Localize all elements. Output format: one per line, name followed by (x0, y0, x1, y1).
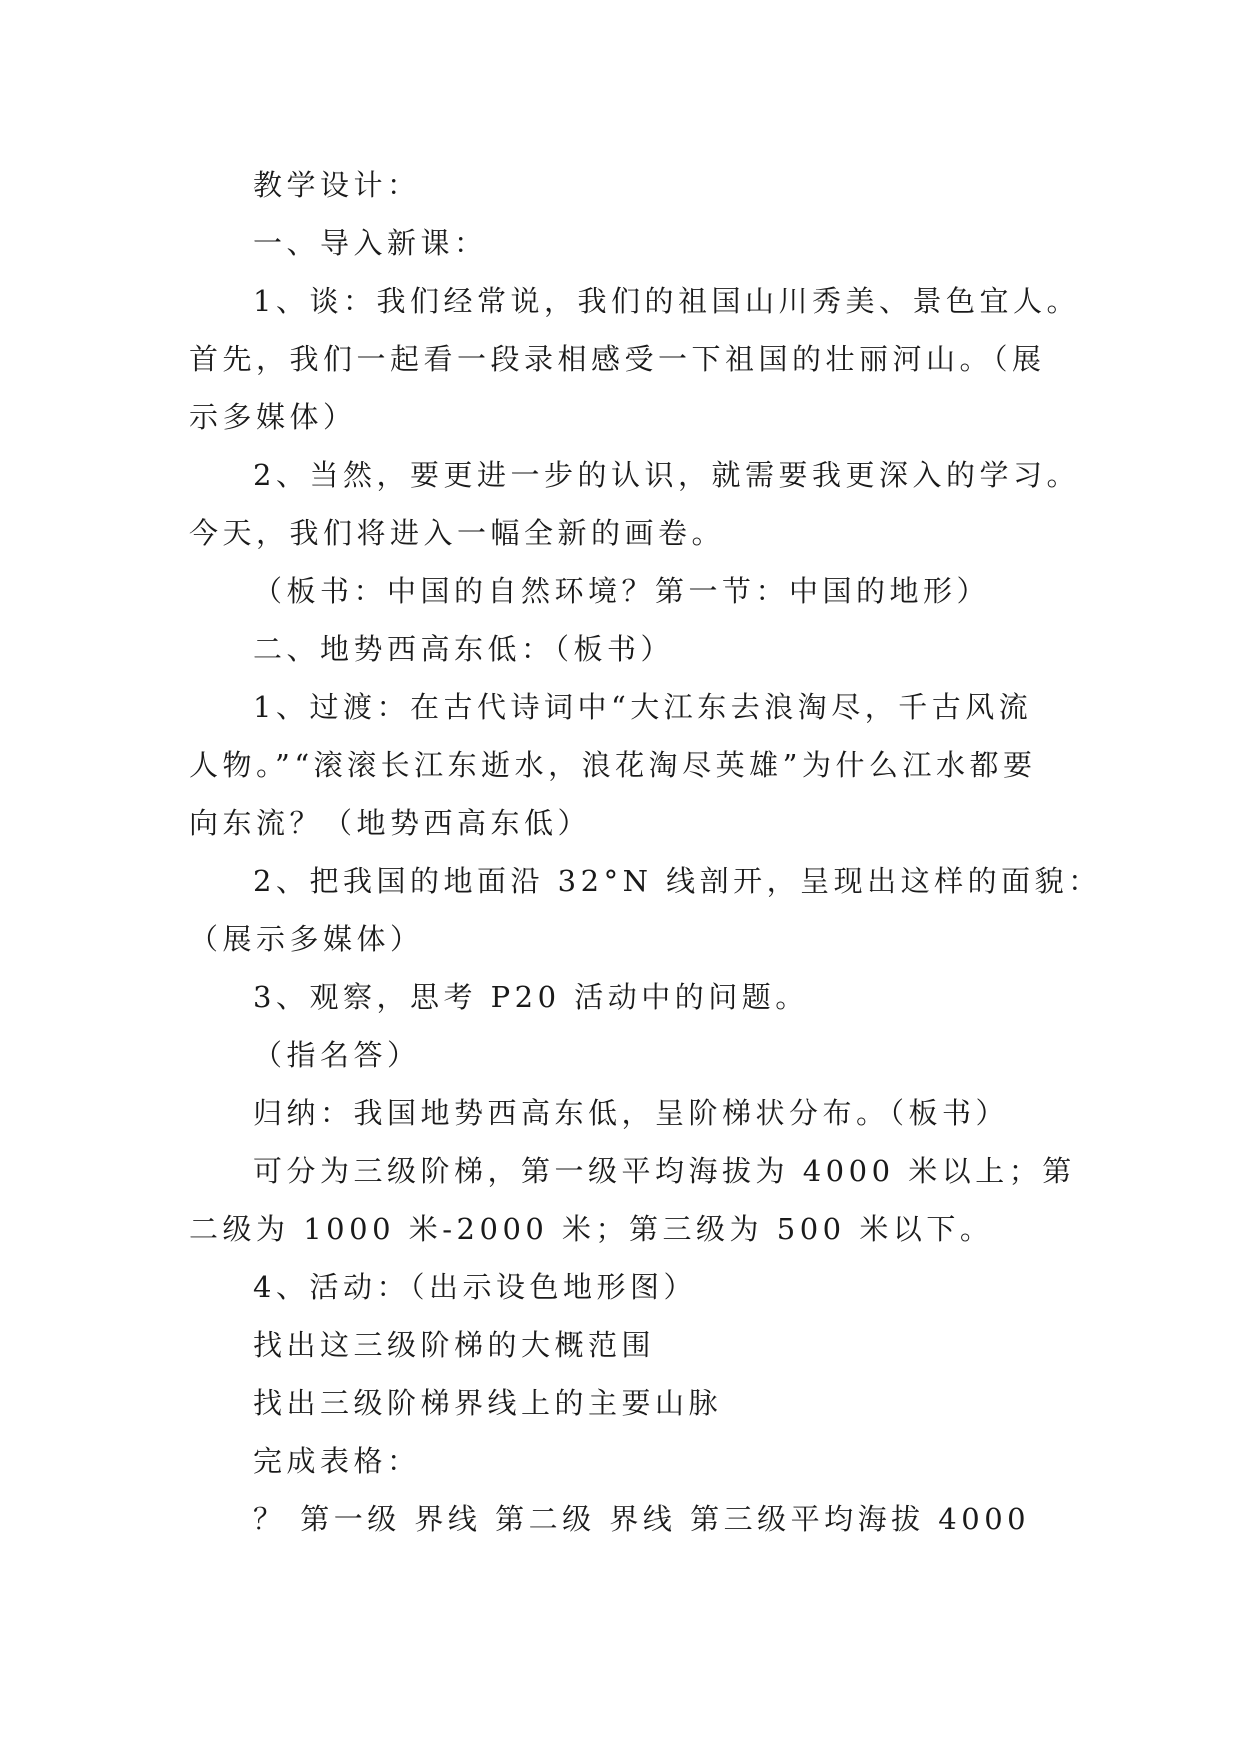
activity-task: 找出三级阶梯界线上的主要山脉 (253, 1386, 723, 1420)
paragraph-line: 可分为三级阶梯，第一级平均海拔为 4000 米以上；第 (253, 1154, 1076, 1188)
paragraph-line: 今天，我们将进入一幅全新的画卷。 (189, 516, 726, 550)
paragraph-line: （指名答） (253, 1038, 421, 1072)
paragraph-line: （展示多媒体） (189, 922, 424, 956)
paragraph-line: 2、把我国的地面沿 32°N 线剖开，呈现出这样的面貌： (253, 864, 1102, 898)
paragraph-line: 二级为 1000 米-2000 米；第三级为 500 米以下。 (189, 1212, 994, 1246)
paragraph-line: 3、观察，思考 P20 活动中的问题。 (253, 980, 809, 1014)
summary-line: 归纳：我国地势西高东低，呈阶梯状分布。（板书） (253, 1096, 1010, 1130)
paragraph-line: 1、过渡：在古代诗词中“大江东去浪淘尽，千古风流 (253, 690, 1033, 724)
paragraph-line: 向东流？（地势西高东低） (189, 806, 592, 840)
table-header-line: ？ 第一级 界线 第二级 界线 第三级平均海拔 4000 (253, 1502, 1031, 1536)
blackboard-note: （板书：中国的自然环境？第一节：中国的地形） (253, 574, 991, 608)
activity-task: 找出这三级阶梯的大概范围 (253, 1328, 656, 1362)
activity-heading: 4、活动：（出示设色地形图） (253, 1270, 697, 1304)
paragraph-line: 首先，我们一起看一段录相感受一下祖国的壮丽河山。（展 (189, 342, 1046, 376)
paragraph-line: 示多媒体） (189, 400, 357, 434)
paragraph-line: 2、当然，要更进一步的认识，就需要我更深入的学习。 (253, 458, 1080, 492)
section-heading-terrain: 二、地势西高东低：（板书） (253, 632, 675, 666)
paragraph-line: 1、谈：我们经常说，我们的祖国山川秀美、景色宜人。 (253, 284, 1080, 318)
paragraph-line: 人物。”“滚滚长江东逝水，浪花淘尽英雄”为什么江水都要 (189, 748, 1037, 782)
section-heading-introduction: 一、导入新课： (253, 226, 488, 260)
heading-teaching-design: 教学设计： (253, 168, 421, 202)
activity-task: 完成表格： (253, 1444, 421, 1478)
